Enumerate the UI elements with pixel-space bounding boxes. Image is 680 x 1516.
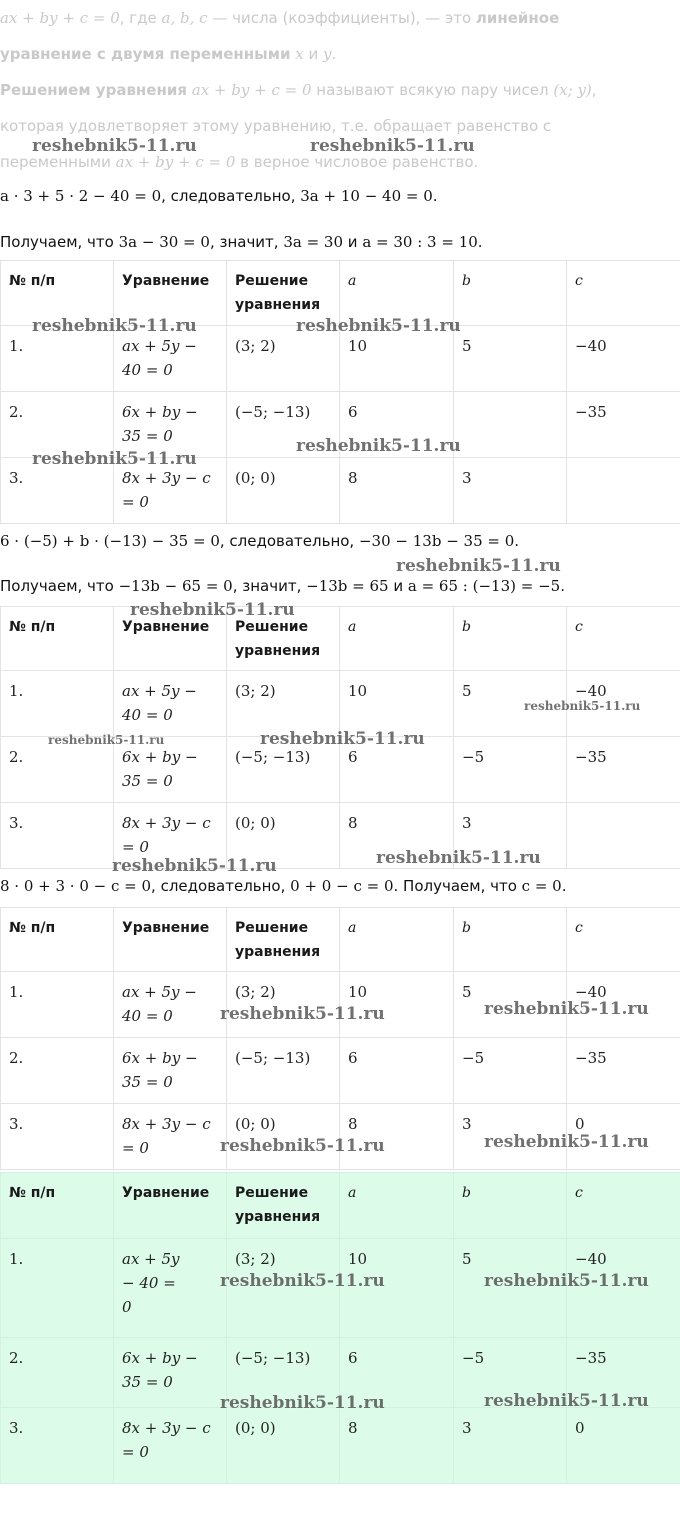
step1-result-b: 3a = 30: [283, 233, 344, 251]
step1-result-a: 3a − 30 = 0: [118, 233, 210, 251]
watermark: reshebnik5-11.ru: [130, 600, 295, 620]
step2-text: и: [388, 577, 408, 595]
cell-a: 6: [340, 737, 454, 803]
table-header-row: [1, 1173, 680, 1239]
cell-b: 3: [454, 803, 567, 869]
intro-line-1: [0, 0, 680, 36]
cell-a: 8: [340, 1104, 454, 1170]
step1-equation-2: 3a + 10 − 40 = 0: [300, 187, 433, 205]
cell-solution: (−5; −13): [227, 1038, 340, 1104]
cell-number: 3.: [1, 803, 114, 869]
intro-text: переменными: [0, 153, 116, 171]
cell-c: 0: [567, 1104, 680, 1170]
cell-c: −35: [567, 737, 680, 803]
watermark: reshebnik5-11.ru: [220, 1393, 385, 1413]
header-equation: Уравнение: [114, 607, 227, 671]
intro-equation: ax + by + c = 0: [0, 9, 120, 27]
coefficients-table-3: [0, 907, 680, 1170]
table-header-row: [1, 908, 680, 972]
step2-result-c: a = 65 : (−13) = −5: [407, 577, 561, 595]
header-solution: Решение уравнения: [227, 607, 340, 671]
step3-text: , следовательно,: [151, 877, 291, 895]
cell-solution: (0; 0): [227, 1408, 340, 1484]
watermark: reshebnik5-11.ru: [484, 1391, 649, 1411]
step1-text: , значит,: [209, 233, 284, 251]
intro-var-x: x: [295, 45, 304, 63]
watermark: reshebnik5-11.ru: [32, 136, 197, 156]
intro-text: и: [303, 45, 324, 63]
intro-vars: a, b, c: [161, 9, 208, 27]
watermark: reshebnik5-11.ru: [484, 999, 649, 1019]
header-solution: Решение уравнения: [227, 908, 340, 972]
header-equation: Уравнение: [114, 908, 227, 972]
header-number: № п/п: [1, 607, 114, 671]
intro-bold: уравнение с двумя переменными: [0, 45, 291, 63]
step3-equation-2: 0 + 0 − c = 0: [290, 877, 394, 895]
header-equation: Уравнение: [114, 1173, 227, 1239]
step1-equation-line: a · 3 + 5 · 2 − 40 = 0, следовательно, 3a + 10 − 40 = 0.: [0, 187, 438, 205]
cell-equation: 6x + by − 35 = 0: [114, 392, 227, 458]
cell-c: −40: [567, 671, 680, 737]
intro-text: в верное числовое равенство.: [235, 153, 479, 171]
intro-bold: Решением уравнения: [0, 81, 187, 99]
cell-a: 6: [340, 392, 454, 458]
cell-b: 5: [454, 326, 567, 392]
intro-text: — числа (коэффициенты), — это: [207, 9, 476, 27]
header-c: c: [567, 607, 680, 671]
header-a: a: [340, 261, 454, 326]
watermark: reshebnik5-11.ru: [48, 733, 165, 747]
step1-text: , следовательно,: [161, 187, 301, 205]
header-number: № п/п: [1, 908, 114, 972]
watermark: reshebnik5-11.ru: [484, 1271, 649, 1291]
watermark: reshebnik5-11.ru: [296, 436, 461, 456]
cell-a: 8: [340, 803, 454, 869]
cell-number: 3.: [1, 1104, 114, 1170]
step1-result-c: a = 30 : 3 = 10: [362, 233, 478, 251]
cell-a: 8: [340, 1408, 454, 1484]
cell-b: 3: [454, 1408, 567, 1484]
cell-number: 3.: [1, 1408, 114, 1484]
intro-text: , где: [119, 9, 162, 27]
cell-a: 6: [340, 1338, 454, 1408]
cell-solution: (3; 2): [227, 972, 340, 1038]
cell-c: −35: [567, 392, 680, 458]
table-row: [1, 1038, 680, 1104]
step1-result-line: Получаем, что 3a − 30 = 0, значит, 3a = 30 и a = 30 : 3 = 10.: [0, 233, 483, 251]
cell-solution: (3; 2): [227, 1239, 340, 1338]
header-a: a: [340, 1173, 454, 1239]
watermark: reshebnik5-11.ru: [112, 856, 277, 876]
watermark: reshebnik5-11.ru: [32, 449, 197, 469]
cell-equation: ax + 5y − 40 = 0: [114, 326, 227, 392]
header-b: b: [454, 261, 567, 326]
step3-equation-line: 8 · 0 + 3 · 0 − c = 0, следовательно, 0 + 0 − c = 0. Получаем, что c = 0.: [0, 877, 567, 895]
cell-number: 1.: [1, 972, 114, 1038]
header-number: № п/п: [1, 261, 114, 326]
cell-equation: 6x + by − 35 = 0: [114, 737, 227, 803]
cell-a: 10: [340, 671, 454, 737]
cell-number: 1.: [1, 326, 114, 392]
cell-a: 10: [340, 972, 454, 1038]
cell-c: −40: [567, 1239, 680, 1338]
step1-text: и: [343, 233, 363, 251]
watermark: reshebnik5-11.ru: [376, 848, 541, 868]
cell-a: 6: [340, 1038, 454, 1104]
cell-c: [567, 458, 680, 524]
step2-equation: 6 · (−5) + b · (−13) − 35 = 0: [0, 532, 220, 550]
cell-equation: ax + 5y − 40 = 0: [114, 972, 227, 1038]
watermark: reshebnik5-11.ru: [484, 1132, 649, 1152]
watermark: reshebnik5-11.ru: [296, 316, 461, 336]
step1-equation: a · 3 + 5 · 2 − 40 = 0: [0, 187, 162, 205]
intro-line-3: Решением уравнения ax + by + c = 0 называют всякую пару чисел (x; y),: [0, 81, 597, 99]
cell-number: 2.: [1, 1338, 114, 1408]
step2-result-a: −13b − 65 = 0: [118, 577, 233, 595]
cell-c: −40: [567, 972, 680, 1038]
step2-equation-line: 6 · (−5) + b · (−13) − 35 = 0, следовательно, −30 − 13b − 35 = 0.: [0, 532, 520, 550]
cell-number: 1.: [1, 671, 114, 737]
cell-equation: 6x + by − 35 = 0: [114, 1038, 227, 1104]
intro-line-2: уравнение с двумя переменными x и y.: [0, 45, 337, 63]
watermark: reshebnik5-11.ru: [260, 729, 425, 749]
cell-equation: 8x + 3y − c = 0: [114, 458, 227, 524]
cell-number: 2.: [1, 392, 114, 458]
cell-c: −35: [567, 1038, 680, 1104]
step2-text: , следовательно,: [219, 532, 359, 550]
watermark: reshebnik5-11.ru: [220, 1271, 385, 1291]
cell-number: 2.: [1, 1038, 114, 1104]
step2-result-b: −13b = 65: [306, 577, 389, 595]
header-b: b: [454, 908, 567, 972]
cell-solution: (3; 2): [227, 326, 340, 392]
cell-c: −40: [567, 326, 680, 392]
cell-b: −5: [454, 1338, 567, 1408]
cell-equation: ax + 5y − 40 = 0: [114, 1239, 227, 1338]
cell-b: 3: [454, 1104, 567, 1170]
table-row: [1, 803, 680, 869]
cell-b: −5: [454, 1038, 567, 1104]
header-a: a: [340, 908, 454, 972]
watermark: reshebnik5-11.ru: [220, 1004, 385, 1024]
cell-equation: 8x + 3y − c = 0: [114, 1104, 227, 1170]
header-number: № п/п: [1, 1173, 114, 1239]
header-b: b: [454, 607, 567, 671]
intro-equation: ax + by + c = 0: [191, 81, 312, 99]
header-a: a: [340, 607, 454, 671]
cell-equation: ax + 5y − 40 = 0: [114, 671, 227, 737]
cell-solution: (−5; −13): [227, 392, 340, 458]
intro-equation: ax + by + c = 0: [115, 153, 236, 171]
step3-equation: 8 · 0 + 3 · 0 − c = 0: [0, 877, 152, 895]
header-solution: Решение уравнения: [227, 261, 340, 326]
table-header-row: [1, 607, 680, 671]
cell-c: 0: [567, 1408, 680, 1484]
cell-solution: (0; 0): [227, 803, 340, 869]
answer-table: [0, 1172, 680, 1484]
cell-b: [454, 392, 567, 458]
intro-pair: (x; y): [553, 81, 592, 99]
step3-result: c = 0: [521, 877, 562, 895]
table-row: [1, 1408, 680, 1484]
cell-b: 5: [454, 972, 567, 1038]
cell-c: −35: [567, 1338, 680, 1408]
watermark: reshebnik5-11.ru: [32, 316, 197, 336]
cell-number: 3.: [1, 458, 114, 524]
step2-text: Получаем, что: [0, 577, 119, 595]
watermark: reshebnik5-11.ru: [524, 699, 641, 713]
cell-solution: (−5; −13): [227, 737, 340, 803]
step3-text: . Получаем, что: [393, 877, 522, 895]
header-equation: Уравнение: [114, 261, 227, 326]
cell-solution: (3; 2): [227, 671, 340, 737]
header-c: c: [567, 1173, 680, 1239]
cell-a: 10: [340, 326, 454, 392]
watermark: reshebnik5-11.ru: [310, 136, 475, 156]
step1-text: Получаем, что: [0, 233, 119, 251]
header-solution: Решение уравнения: [227, 1173, 340, 1239]
watermark: reshebnik5-11.ru: [396, 556, 561, 576]
intro-text: называют всякую пару чисел: [311, 81, 554, 99]
cell-solution: (0; 0): [227, 1104, 340, 1170]
step2-result-line: Получаем, что −13b − 65 = 0, значит, −13b = 65 и a = 65 : (−13) = −5.: [0, 577, 565, 595]
cell-number: 2.: [1, 737, 114, 803]
cell-b: 5: [454, 671, 567, 737]
header-b: b: [454, 1173, 567, 1239]
cell-a: 10: [340, 1239, 454, 1338]
header-c: c: [567, 261, 680, 326]
step2-text: , значит,: [232, 577, 307, 595]
cell-solution: (−5; −13): [227, 1338, 340, 1408]
cell-equation: 6x + by − 35 = 0: [114, 1338, 227, 1408]
cell-number: 1.: [1, 1239, 114, 1338]
cell-equation: 8x + 3y − c = 0: [114, 1408, 227, 1484]
cell-equation: 8x + 3y − c = 0: [114, 803, 227, 869]
cell-c: [567, 803, 680, 869]
step2-equation-2: −30 − 13b − 35 = 0: [358, 532, 515, 550]
header-c: c: [567, 908, 680, 972]
cell-solution: (0; 0): [227, 458, 340, 524]
coefficients-table-1: [0, 260, 680, 524]
cell-b: 3: [454, 458, 567, 524]
cell-b: −5: [454, 737, 567, 803]
intro-bold: линейное: [475, 9, 560, 27]
watermark: reshebnik5-11.ru: [220, 1136, 385, 1156]
intro-var-y: y: [323, 45, 332, 63]
intro-text: которая удовлетворяет этому уравнению, т.е. обращает равенство с: [0, 117, 552, 135]
cell-a: 8: [340, 458, 454, 524]
cell-b: 5: [454, 1239, 567, 1338]
